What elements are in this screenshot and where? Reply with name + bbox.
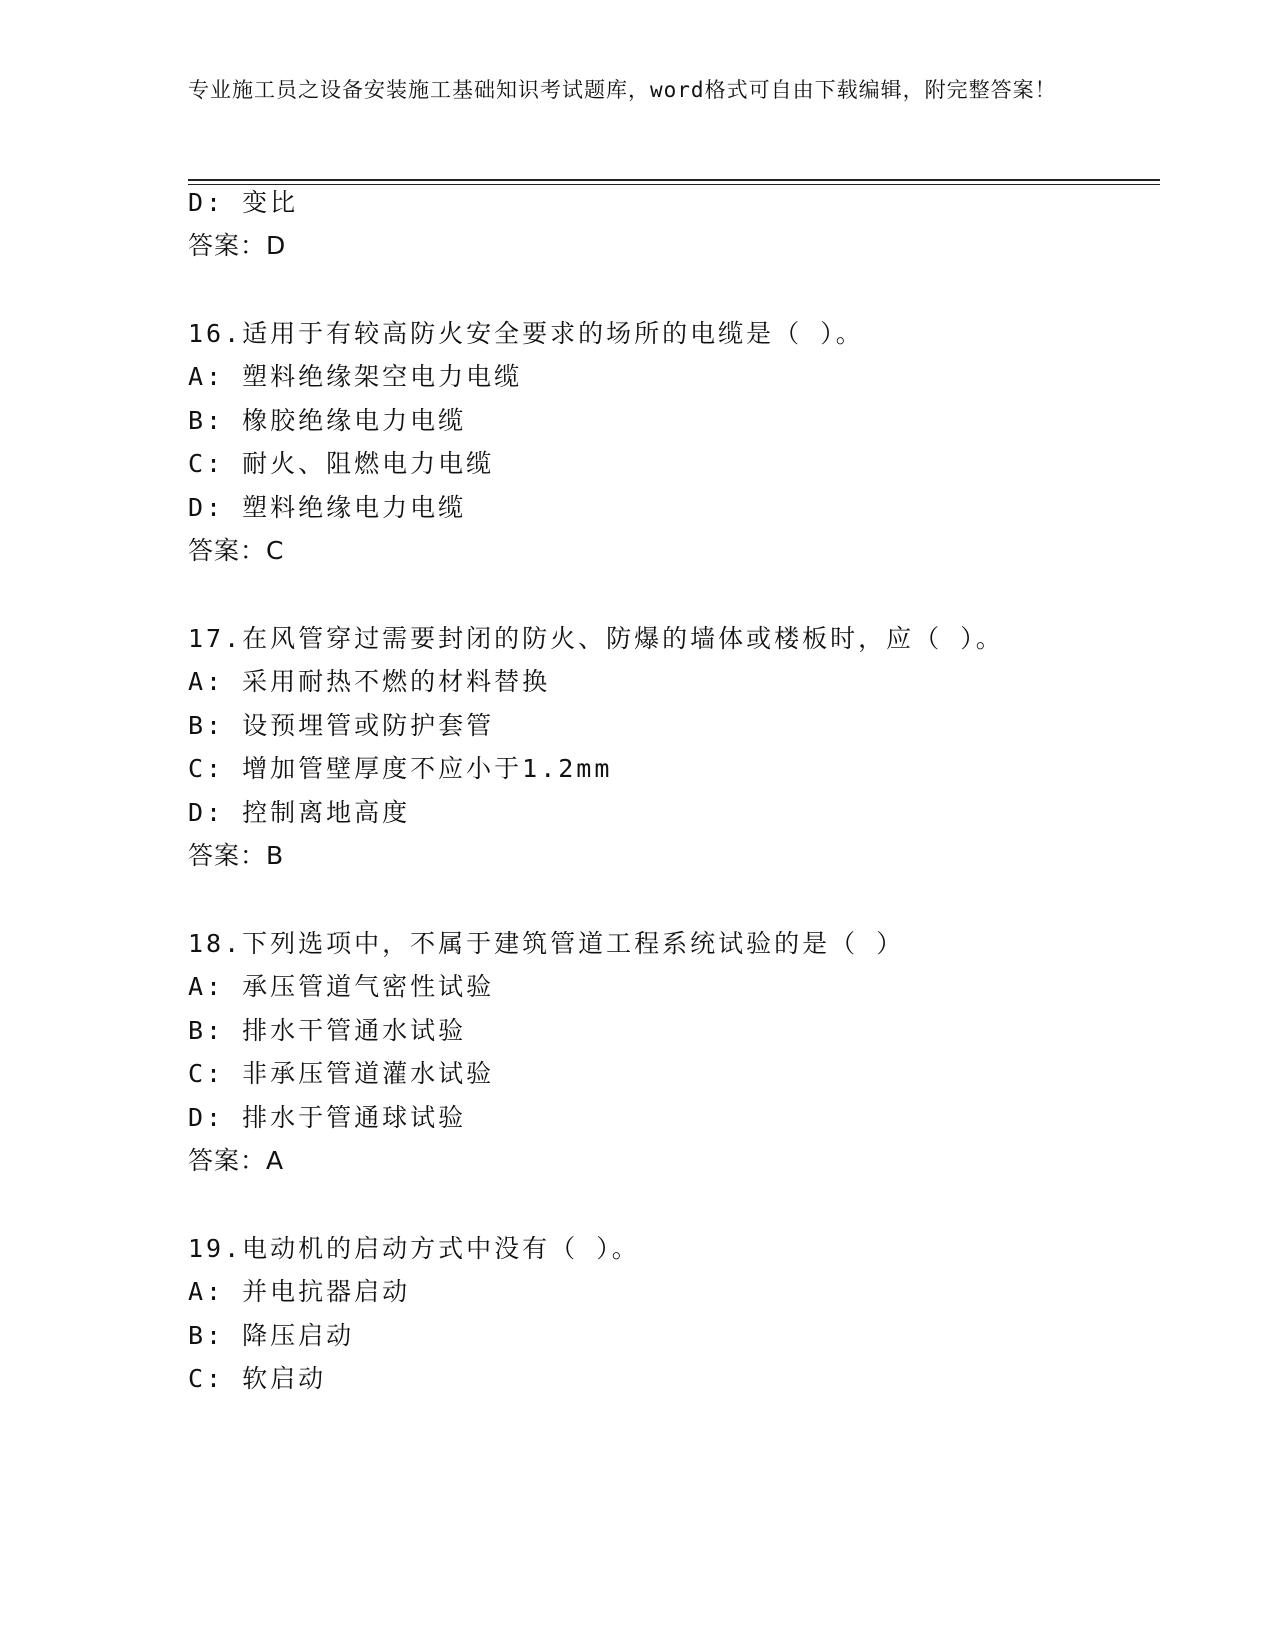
question-17-option-c: C: 增加管壁厚度不应小于1.2mm [188, 754, 613, 783]
question-17-option-d: D: 控制离地高度 [188, 798, 411, 827]
question-18-option-a: A: 承压管道气密性试验 [188, 972, 495, 1001]
question-16-option-b: B: 橡胶绝缘电力电缆 [188, 406, 467, 435]
question-16-option-c: C: 耐火、阻燃电力电缆 [188, 449, 495, 478]
question-18-option-c: C: 非承压管道灌水试验 [188, 1059, 495, 1088]
question-19-option-b: B: 降压启动 [188, 1321, 355, 1350]
question-17-answer: 答案：B [188, 841, 285, 870]
document-header: 专业施工员之设备安装施工基础知识考试题库，word格式可自由下载编辑，附完整答案！ [188, 78, 1057, 102]
question-19-stem: 19.电动机的启动方式中没有（ ）。 [188, 1234, 640, 1263]
prev-answer: 答案：D [188, 231, 287, 260]
header-divider-thick [188, 179, 1160, 181]
question-19-option-a: A: 并电抗器启动 [188, 1277, 411, 1306]
question-16-option-d: D: 塑料绝缘电力电缆 [188, 493, 467, 522]
question-16-answer: 答案：C [188, 536, 285, 565]
question-17-stem: 17.在风管穿过需要封闭的防火、防爆的墙体或楼板时，应（ ）。 [188, 624, 1004, 653]
question-18-option-b: B: 排水干管通水试验 [188, 1016, 467, 1045]
question-16-stem: 16.适用于有较高防火安全要求的场所的电缆是（ ）。 [188, 319, 864, 348]
question-16-option-a: A: 塑料绝缘架空电力电缆 [188, 362, 523, 391]
question-17-option-b: B: 设预埋管或防护套管 [188, 711, 495, 740]
question-19-option-c: C: 软启动 [188, 1364, 327, 1393]
question-18-option-d: D: 排水于管通球试验 [188, 1103, 467, 1132]
question-17-option-a: A: 采用耐热不燃的材料替换 [188, 667, 551, 696]
header-divider-thin [188, 184, 1160, 185]
question-18-stem: 18.下列选项中，不属于建筑管道工程系统试验的是（ ） [188, 929, 905, 958]
question-18-answer: 答案：A [188, 1146, 285, 1175]
prev-option-d: D: 变比 [188, 188, 299, 217]
